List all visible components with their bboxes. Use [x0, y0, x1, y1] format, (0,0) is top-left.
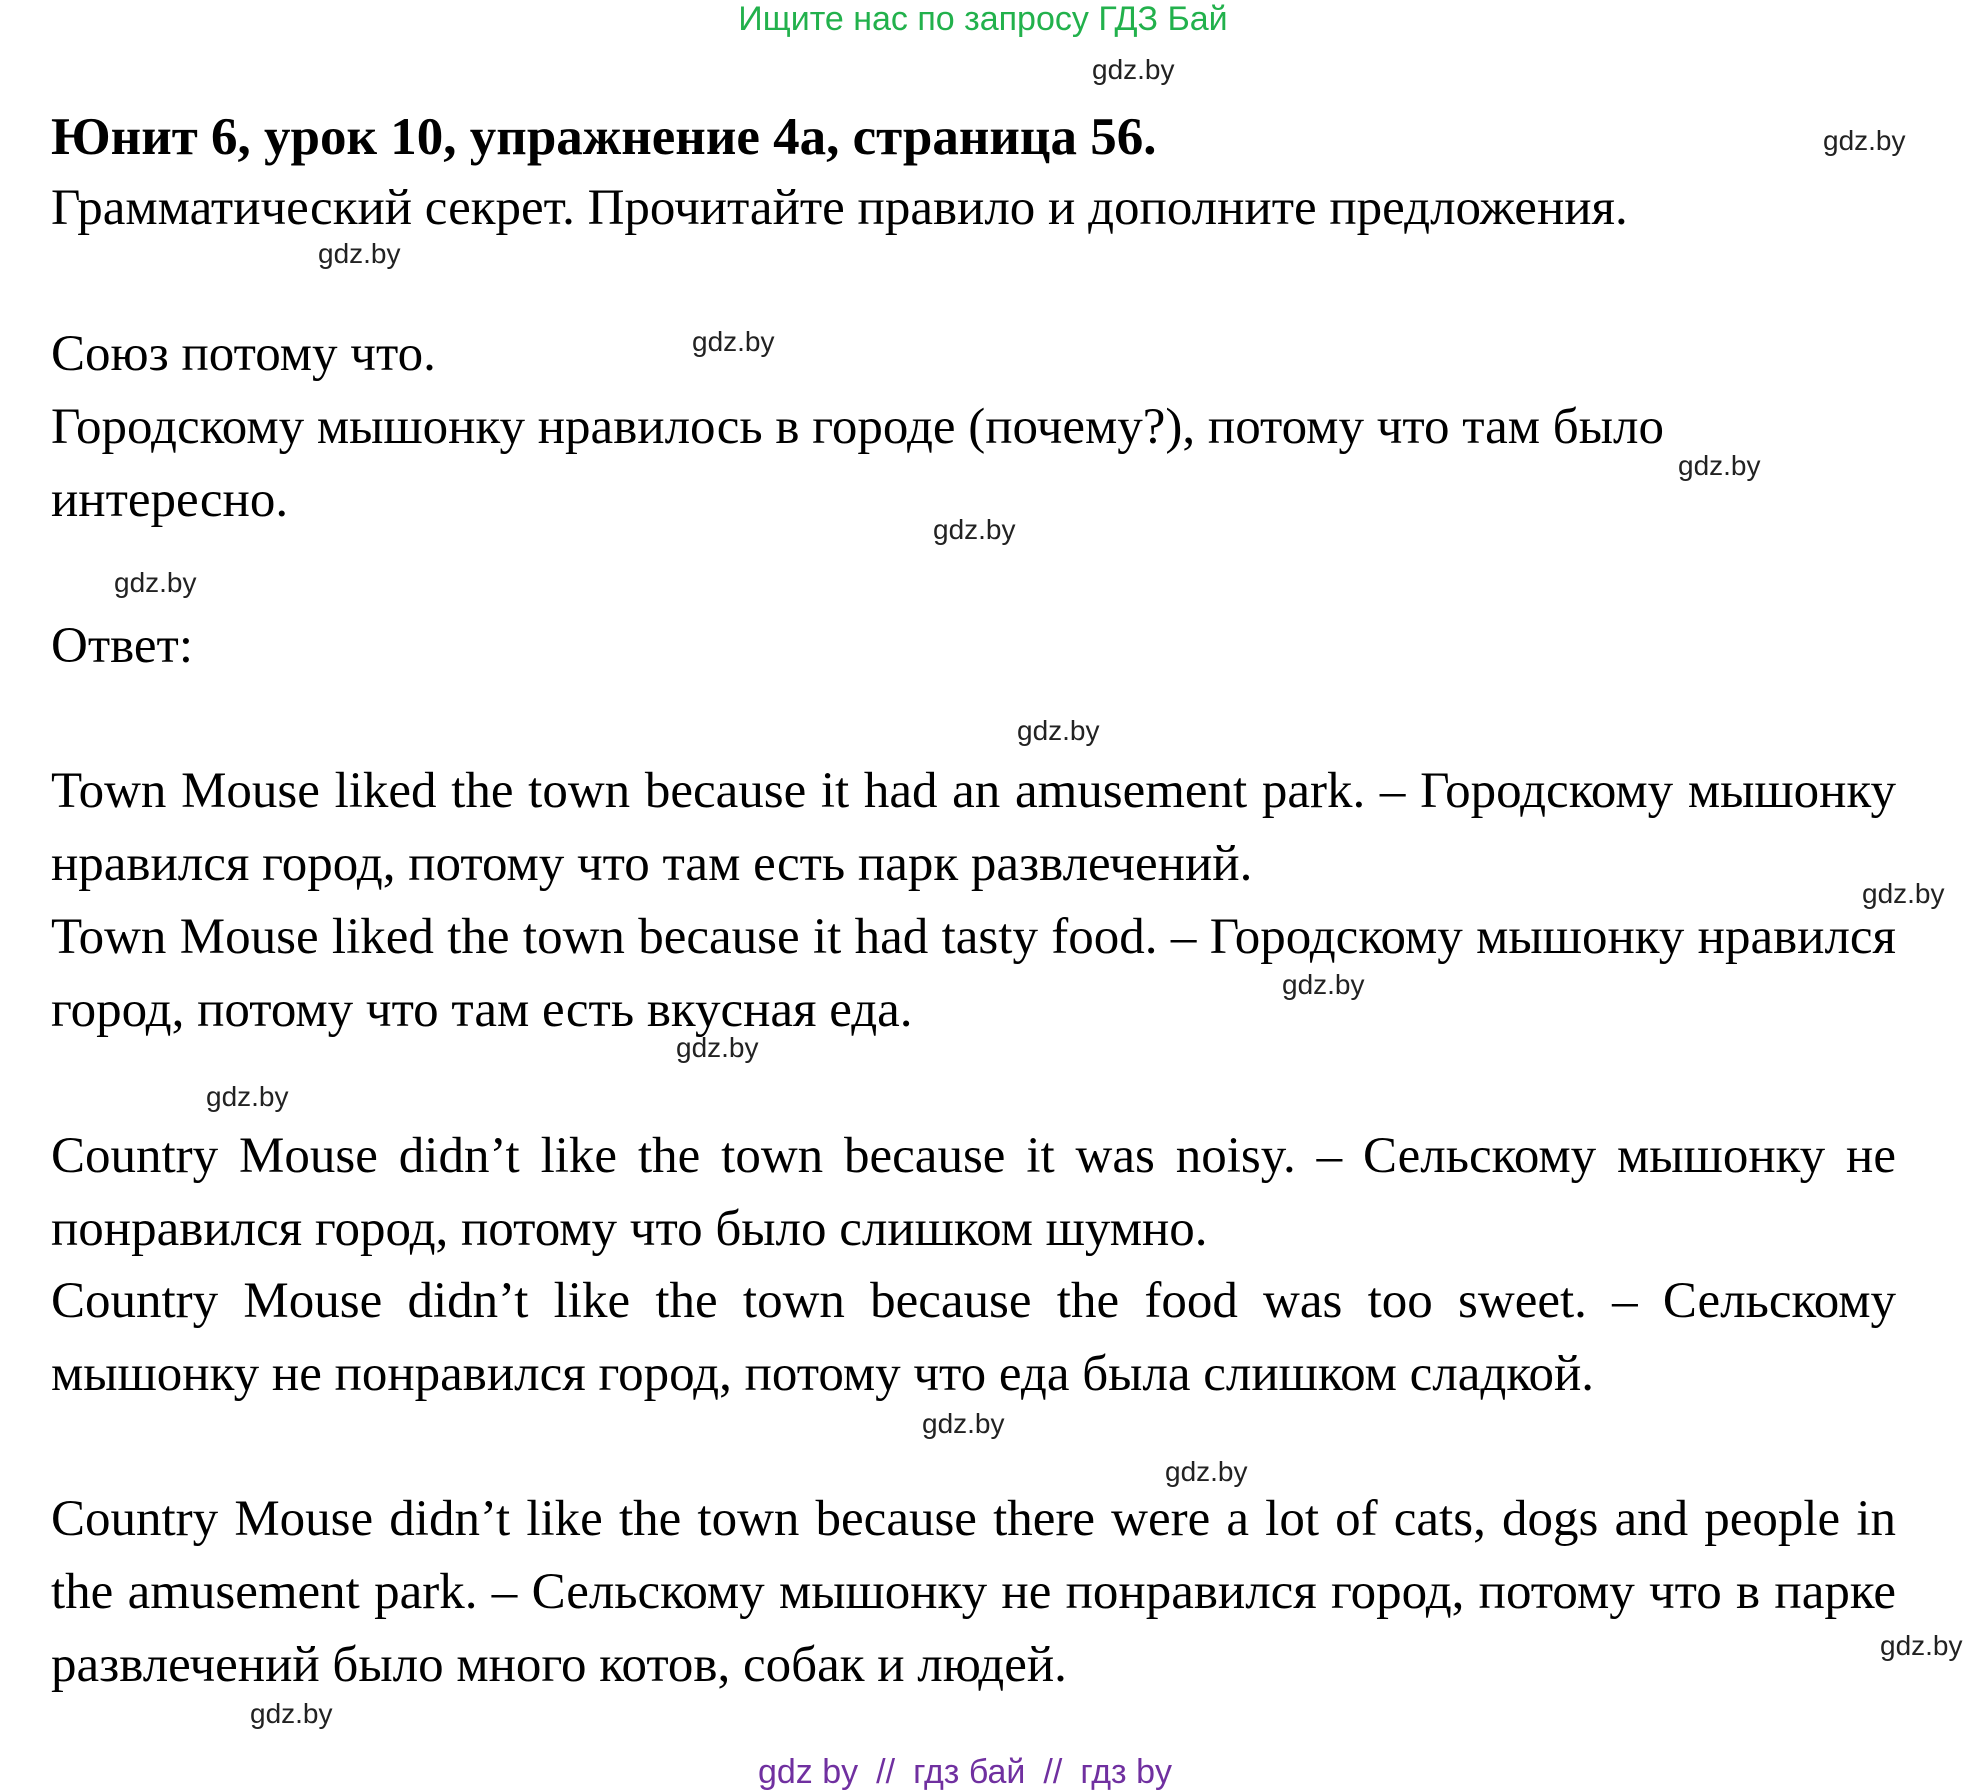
- answer-item-2: Town Mouse liked the town because it had tasty food. – Городскому мышонку нравился город, потому что там есть вкусная еда.: [51, 909, 1896, 1038]
- watermark: gdz.by: [1678, 450, 1761, 481]
- footer-link-gdz-by[interactable]: gdz by: [757, 1753, 859, 1791]
- watermark: gdz.by: [1092, 54, 1175, 85]
- watermark: gdz.by: [692, 326, 775, 357]
- footer-separator: //: [1043, 1753, 1063, 1791]
- rule-heading: Союз потому что.: [51, 326, 436, 382]
- answer-item-1: Town Mouse liked the town because it had an amusement park. – Городскому мышонку нравился город, потому что там есть парк развлечений.: [51, 763, 1896, 892]
- watermark: gdz.by: [1823, 125, 1906, 156]
- answer-label: Ответ:: [51, 618, 193, 674]
- top-banner: Ищите нас по запросу ГДЗ Бай: [738, 0, 1228, 38]
- watermark: gdz.by: [1282, 969, 1365, 1000]
- rule-example: Городскому мышонку нравилось в городе (почему?), потому что там было интересно.: [51, 399, 1664, 528]
- watermark: gdz.by: [250, 1698, 333, 1729]
- page-title: Юнит 6, урок 10, упражнение 4а, страница 56.: [51, 108, 1157, 166]
- answer-item-3: Country Mouse didn’t like the town because it was noisy. – Сельскому мышонку не понравился город, потому что было слишком шумно.: [51, 1128, 1896, 1257]
- watermark: gdz.by: [933, 514, 1016, 545]
- footer-link-gdz-by-cyrillic[interactable]: гдз by: [1080, 1753, 1172, 1791]
- watermark: gdz.by: [922, 1408, 1005, 1439]
- answer-item-5: Country Mouse didn’t like the town because there were a lot of cats, dogs and people in the amusement park. – Сельскому мышонку не понравился город, потому что в парке развлечений было много котов, собак и людей.: [51, 1491, 1896, 1693]
- watermark: gdz.by: [1165, 1456, 1248, 1487]
- footer-separator: //: [876, 1753, 896, 1791]
- watermark: gdz.by: [318, 238, 401, 269]
- footer-link-gdz-bai[interactable]: гдз бай: [913, 1753, 1026, 1791]
- answer-item-4: Country Mouse didn’t like the town because the food was too sweet. – Сельскому мышонку не понравился город, потому что еда была слишком сладкой.: [51, 1273, 1896, 1402]
- watermark: gdz.by: [1017, 715, 1100, 746]
- watermark: gdz.by: [1880, 1630, 1963, 1661]
- watermark: gdz.by: [114, 567, 197, 598]
- watermark: gdz.by: [676, 1032, 759, 1063]
- watermark: gdz.by: [206, 1081, 289, 1112]
- task-instruction: Грамматический секрет. Прочитайте правило и дополните предложения.: [51, 180, 1628, 236]
- footer-links: [0, 1752, 1958, 1792]
- watermark: gdz.by: [1862, 878, 1945, 909]
